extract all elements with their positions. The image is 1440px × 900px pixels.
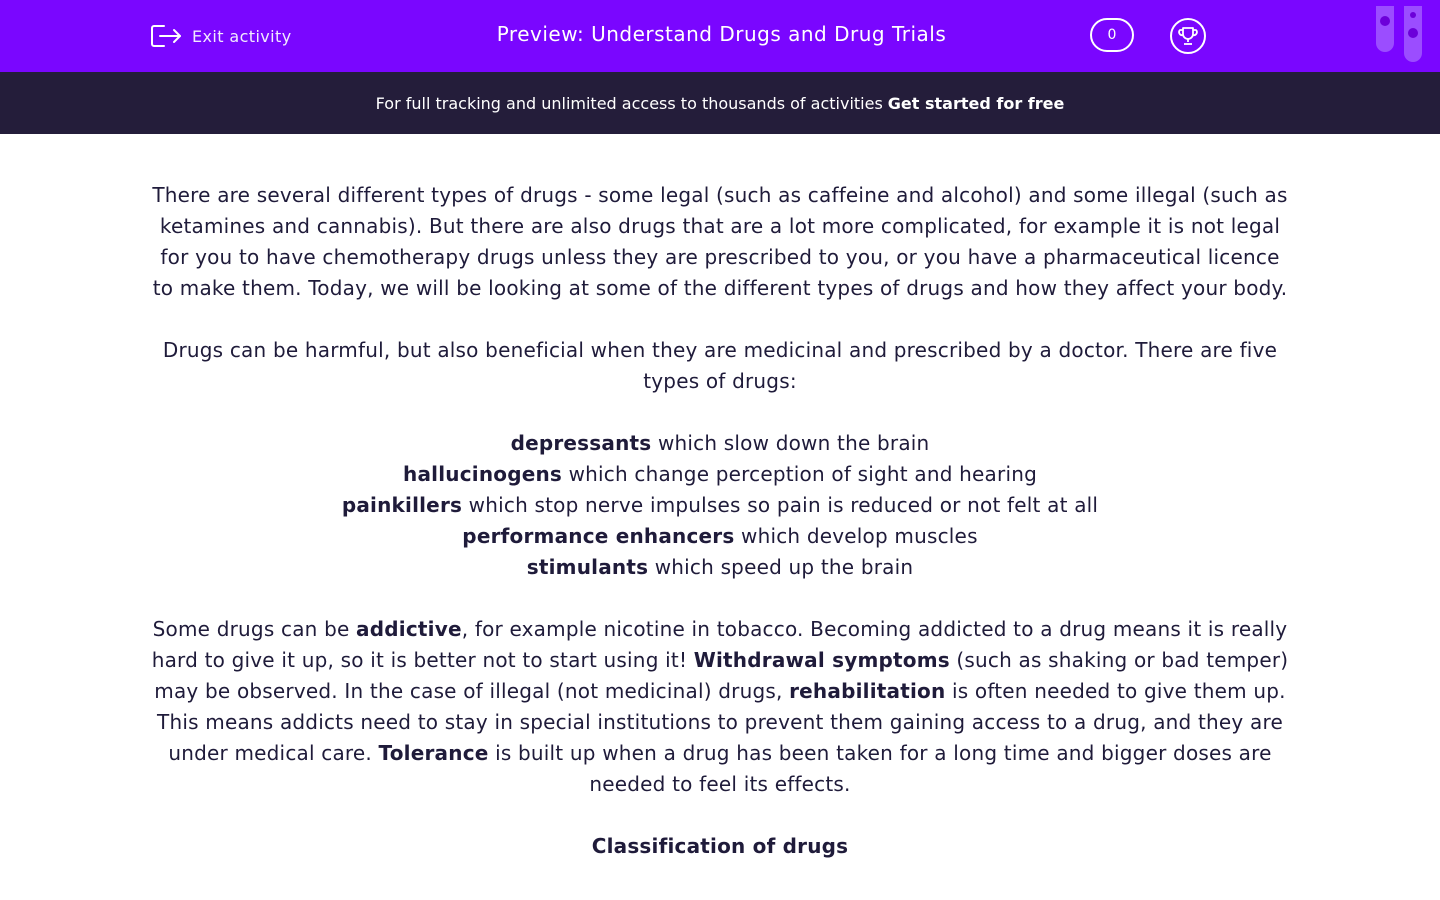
trophy-icon bbox=[1177, 25, 1199, 47]
drug-types-list bbox=[150, 428, 1290, 583]
list-item: stimulants which speed up the brain bbox=[526, 555, 914, 579]
list-item: depressants which slow down the brain bbox=[510, 431, 930, 455]
intro-paragraph: There are several different types of drugs - some legal (such as caffeine and alcohol) and some illegal (such as ketamines and cannabis). But there are also drugs that are a lot more complicated, for example it is not legal for you to have chemotherapy drugs unless they are prescribed to you, or you have a pharmaceutical licence to make them. Today, we will be looking at some of the different types of drugs and how they affect your body. bbox=[152, 183, 1288, 300]
score-badge: 0 bbox=[1090, 18, 1134, 52]
section-heading: Classification of drugs bbox=[591, 834, 849, 858]
list-item: hallucinogens which change perception of sight and hearing bbox=[403, 462, 1037, 486]
exit-activity-label: Exit activity bbox=[192, 26, 292, 46]
top-bar bbox=[0, 0, 1440, 72]
trophy-button[interactable] bbox=[1170, 18, 1206, 54]
addiction-paragraph: Some drugs can be addictive, for example nicotine in tobacco. Becoming addicted to a drug means it is really hard to give it up, so it is better not to start using it! Withdrawal symptoms (such as shaking or bad temper) may be observed. In the case of illegal (not medicinal) drugs, rehabilitation is often needed to give them up. This means addicts need to stay in special institutions to prevent them gaining access to a drug, and they are under medical care. Tolerance is built up when a drug has been taken for a long time and bigger doses are needed to feel its effects. bbox=[151, 617, 1289, 796]
list-item: painkillers which stop nerve impulses so pain is reduced or not felt at all bbox=[341, 493, 1099, 517]
lesson-content bbox=[150, 180, 1290, 862]
drug-types-intro: Drugs can be harmful, but also beneficial when they are medicinal and prescribed by a doctor. There are five types of drugs: bbox=[162, 338, 1278, 393]
page-title: Preview: Understand Drugs and Drug Trials bbox=[496, 22, 947, 46]
get-started-link[interactable]: Get started for free bbox=[887, 93, 1065, 113]
upgrade-banner bbox=[0, 72, 1440, 134]
banner-text: For full tracking and unlimited access to thousands of activities bbox=[375, 93, 883, 113]
list-item: performance enhancers which develop muscles bbox=[462, 524, 978, 548]
